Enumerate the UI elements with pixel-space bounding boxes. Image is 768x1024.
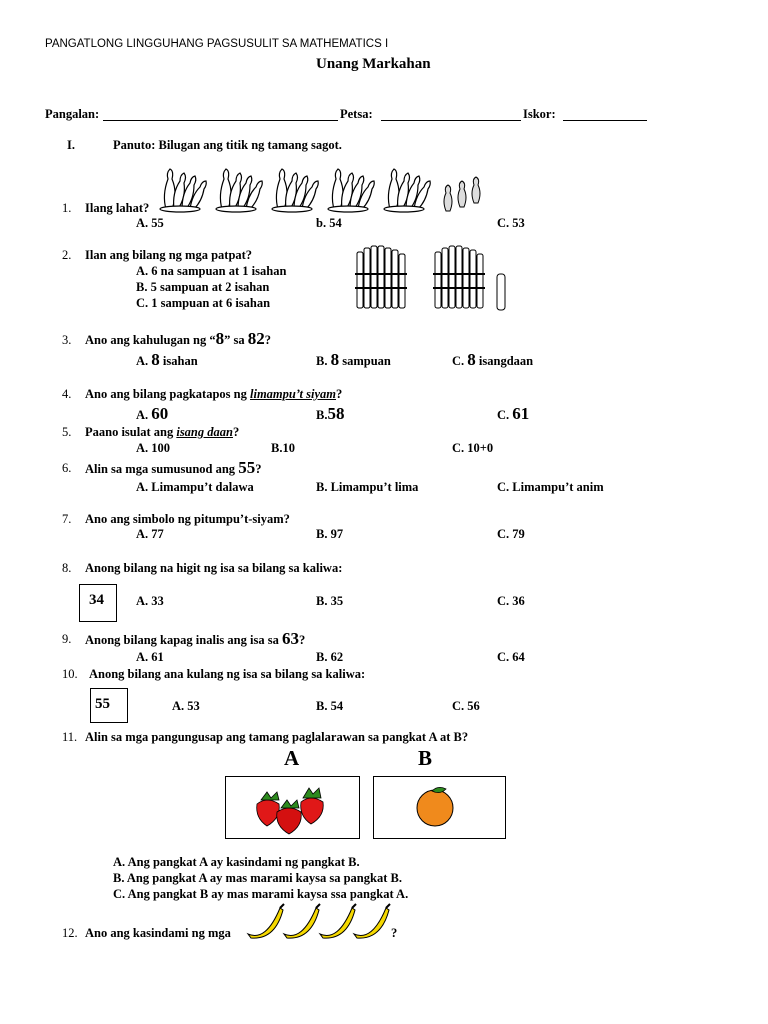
name-label: Pangalan: bbox=[45, 107, 100, 121]
q4-text: Ano ang bilang pagkatapos ng limampu’t siyam? bbox=[85, 387, 343, 401]
q12-text: Ano ang kasindami ng mga bbox=[85, 926, 231, 940]
q12-number: 12. bbox=[62, 926, 78, 940]
strawberry-icon bbox=[253, 786, 333, 836]
date-line[interactable] bbox=[381, 120, 521, 121]
q8-number: 8. bbox=[62, 561, 72, 575]
q5-option-a[interactable]: A. 100 bbox=[136, 441, 171, 455]
q5-text: Paano isulat ang isang daan? bbox=[85, 425, 240, 439]
q5-option-c[interactable]: C. 10+0 bbox=[452, 441, 494, 455]
q11-option-b[interactable]: B. Ang pangkat A ay mas marami kaysa sa pangkat B. bbox=[113, 871, 402, 885]
q2-option-c[interactable]: C. 1 sampuan at 6 isahan bbox=[136, 296, 271, 310]
q10-number: 10. bbox=[62, 667, 78, 681]
q9-text: Anong bilang kapag inalis ang isa sa 63? bbox=[85, 629, 306, 648]
q11-text: Alin sa mga pangungusap ang tamang paglalarawan sa pangkat A at B? bbox=[85, 730, 469, 744]
top-title: PANGATLONG LINGGUHANG PAGSUSULIT SA MATHEMATICS I bbox=[45, 38, 389, 50]
group-b-label: B bbox=[418, 746, 433, 770]
name-line[interactable] bbox=[103, 120, 338, 121]
q7-number: 7. bbox=[62, 512, 72, 526]
q6-option-c[interactable]: C. Limampu’t anim bbox=[497, 480, 604, 494]
q8-text: Anong bilang na higit ng isa sa bilang sa kaliwa: bbox=[85, 561, 343, 575]
q10-option-a[interactable]: A. 53 bbox=[172, 699, 200, 713]
q3-option-b[interactable]: B. 8 sampuan bbox=[316, 350, 391, 369]
q2-text: Ilan ang bilang ng mga patpat? bbox=[85, 248, 253, 262]
q6-option-b[interactable]: B. Limampu’t lima bbox=[316, 480, 419, 494]
orange-icon bbox=[412, 782, 458, 828]
q4-option-a[interactable]: A. 60 bbox=[136, 404, 169, 423]
instructions: Panuto: Bilugan ang titik ng tamang sagot. bbox=[113, 138, 342, 152]
page-subtitle: Unang Markahan bbox=[316, 56, 431, 72]
q3-number: 3. bbox=[62, 333, 72, 347]
score-label: Iskor: bbox=[523, 107, 556, 121]
q9-option-b[interactable]: B. 62 bbox=[316, 650, 344, 664]
q11-number: 11. bbox=[62, 730, 78, 744]
score-line[interactable] bbox=[563, 120, 647, 121]
q3-option-c[interactable]: C. 8 isangdaan bbox=[452, 350, 534, 369]
q9-number: 9. bbox=[62, 632, 72, 646]
q2-number: 2. bbox=[62, 248, 72, 262]
q7-option-c[interactable]: C. 79 bbox=[497, 527, 525, 541]
q7-option-b[interactable]: B. 97 bbox=[316, 527, 344, 541]
q1-option-c[interactable]: C. 53 bbox=[497, 216, 525, 230]
group-a-label: A bbox=[284, 746, 300, 770]
bowling-pins-icon bbox=[158, 165, 488, 215]
date-label: Petsa: bbox=[340, 107, 373, 121]
q9-option-c[interactable]: C. 64 bbox=[497, 650, 525, 664]
banana-icon bbox=[246, 902, 392, 942]
q11-option-a[interactable]: A. Ang pangkat A ay kasindami ng pangkat B. bbox=[113, 855, 360, 869]
q2-option-a[interactable]: A. 6 na sampuan at 1 isahan bbox=[136, 264, 287, 278]
q10-box-value: 55 bbox=[95, 696, 110, 712]
q11-option-c[interactable]: C. Ang pangkat B ay mas marami kaysa ssa pangkat A. bbox=[113, 887, 409, 901]
q1-text: Ilang lahat? bbox=[85, 201, 150, 215]
q1-option-b[interactable]: b. 54 bbox=[316, 216, 342, 230]
q6-option-a[interactable]: A. Limampu’t dalawa bbox=[136, 480, 254, 494]
q8-box-value: 34 bbox=[89, 592, 104, 608]
q7-text: Ano ang simbolo ng pitumpu’t-siyam? bbox=[85, 512, 290, 526]
q10-option-c[interactable]: C. 56 bbox=[452, 699, 480, 713]
q1-option-a[interactable]: A. 55 bbox=[136, 216, 164, 230]
q3-text: Ano ang kahulugan ng “8” sa 82? bbox=[85, 329, 271, 348]
section-roman: I. bbox=[67, 138, 75, 152]
q6-text: Alin sa mga sumusunod ang 55? bbox=[85, 458, 262, 477]
q10-text: Anong bilang ana kulang ng isa sa bilang sa kaliwa: bbox=[89, 667, 366, 681]
q3-option-a[interactable]: A. 8 isahan bbox=[136, 350, 198, 369]
q4-number: 4. bbox=[62, 387, 72, 401]
q7-option-a[interactable]: A. 77 bbox=[136, 527, 164, 541]
q9-option-a[interactable]: A. 61 bbox=[136, 650, 164, 664]
q6-number: 6. bbox=[62, 461, 72, 475]
stick-bundles-icon bbox=[355, 244, 525, 314]
q5-number: 5. bbox=[62, 425, 72, 439]
q4-option-c[interactable]: C. 61 bbox=[497, 404, 530, 423]
q8-option-a[interactable]: A. 33 bbox=[136, 594, 164, 608]
q8-option-b[interactable]: B. 35 bbox=[316, 594, 344, 608]
q4-option-b[interactable]: B.58 bbox=[316, 404, 345, 423]
q1-number: 1. bbox=[62, 201, 72, 215]
q8-option-c[interactable]: C. 36 bbox=[497, 594, 525, 608]
q2-option-b[interactable]: B. 5 sampuan at 2 isahan bbox=[136, 280, 270, 294]
q5-option-b[interactable]: B.10 bbox=[271, 441, 295, 455]
q10-option-b[interactable]: B. 54 bbox=[316, 699, 344, 713]
q12-question-mark: ? bbox=[391, 926, 398, 940]
